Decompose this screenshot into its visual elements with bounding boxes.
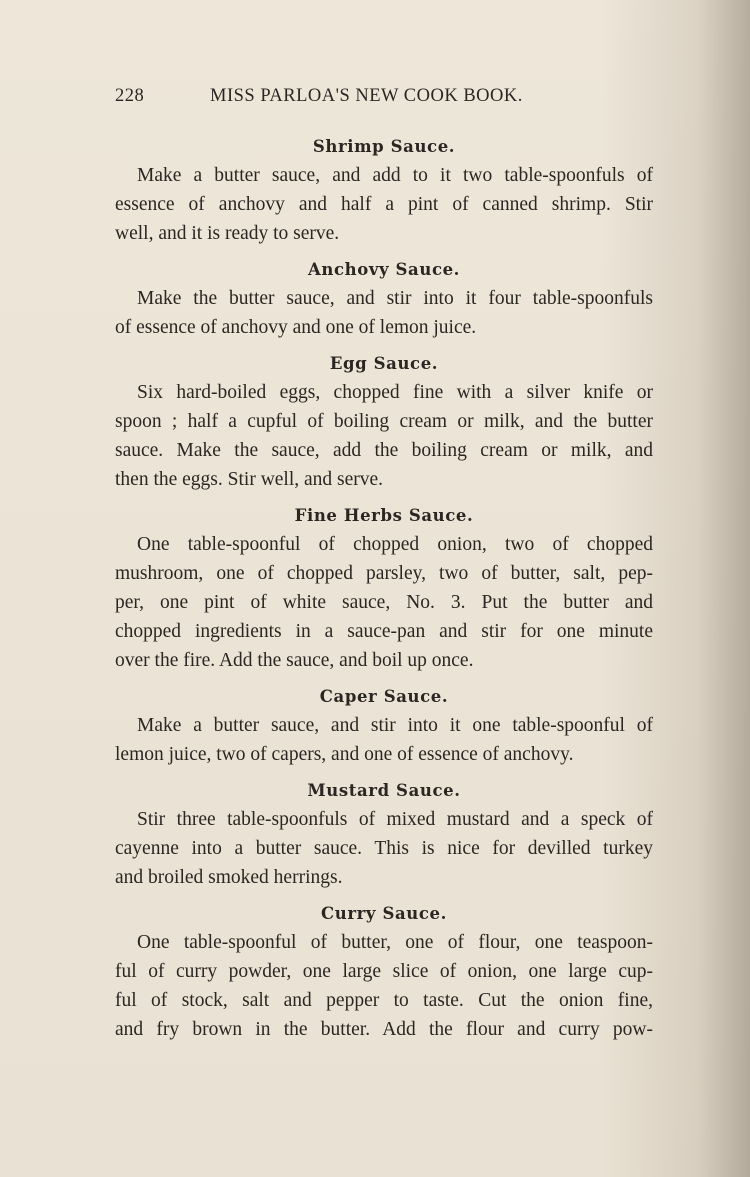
recipe-title: Egg Sauce. [329,354,439,373]
text-line: mushroom, one of chopped parsley, two of butter, salt, pep- [115,563,653,584]
text-line: chopped ingredients in a sauce-pan and stir for one minute [115,621,653,642]
text-line: then the eggs. Stir well, and serve. [115,469,384,490]
text-line: Make a butter sauce, and add to it two table-spoonfuls of [137,165,653,186]
recipe-title: Caper Sauce. [319,687,449,706]
text-line: over the fire. Add the sauce, and boil up once. [115,650,474,671]
text-line: Make the butter sauce, and stir into it four table-spoonfuls [137,288,653,309]
recipe-title: Curry Sauce. [321,904,447,923]
recipe-title: Shrimp Sauce. [312,137,456,156]
text-line: of essence of anchovy and one of lemon juice. [115,317,477,338]
text-line: One table-spoonful of butter, one of flour, one teaspoon- [137,932,653,953]
text-line: Stir three table-spoonfuls of mixed mustard and a speck of [137,809,653,830]
page-header [115,86,565,110]
text-line: One table-spoonful of chopped onion, two of chopped [137,534,653,555]
text-line: ful of stock, salt and pepper to taste. Cut the onion fine, [115,990,653,1011]
page-content [115,133,653,1044]
text-line: Six hard-boiled eggs, chopped fine with a silver knife or [137,382,653,403]
text-line: lemon juice, two of capers, and one of essence of anchovy. [115,744,574,765]
page-number: 228 [115,86,145,106]
text-line: ful of curry powder, one large slice of onion, one large cup- [115,961,653,982]
recipe-title: Fine Herbs Sauce. [294,506,474,525]
recipe-title: Anchovy Sauce. [307,260,461,279]
text-line: essence of anchovy and half a pint of canned shrimp. Stir [115,194,653,215]
text-line: and broiled smoked herrings. [115,867,343,888]
text-line: sauce. Make the sauce, add the boiling cream or milk, and [115,440,653,461]
text-line: Make a butter sauce, and stir into it one table-spoonful of [137,715,653,736]
running-head: MISS PARLOA'S NEW COOK BOOK. [210,86,523,106]
text-line: spoon ; half a cupful of boiling cream or milk, and the butter [115,411,653,432]
text-line: well, and it is ready to serve. [115,223,340,244]
text-line: per, one pint of white sauce, No. 3. Put the butter and [115,592,653,613]
recipe-title: Mustard Sauce. [307,781,461,800]
text-line: cayenne into a butter sauce. This is nice for devilled turkey [115,838,653,859]
text-line: and fry brown in the butter. Add the flour and curry pow- [115,1019,653,1040]
